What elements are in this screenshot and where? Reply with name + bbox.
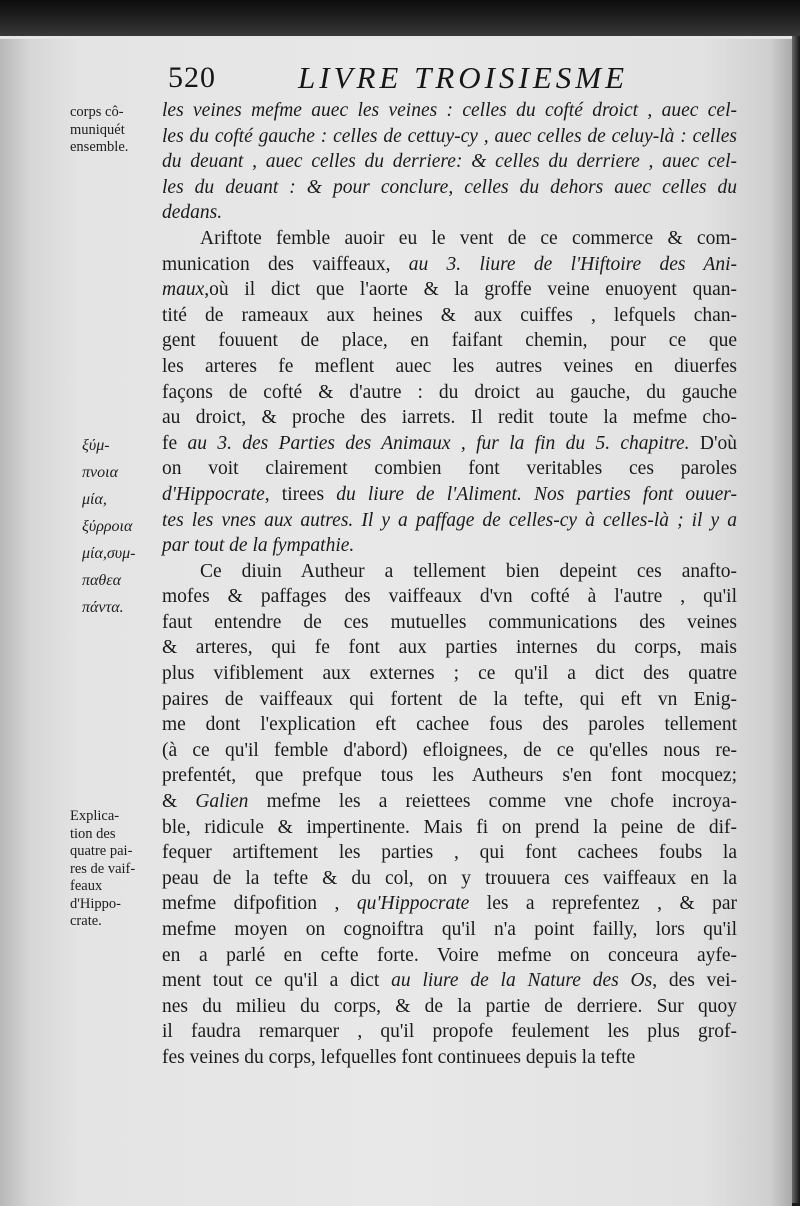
margin-note-line: corps cô- [70, 104, 124, 120]
text-line [162, 891, 737, 917]
italic-text: qu'Hippocrate [356, 893, 470, 915]
text-line [162, 584, 737, 610]
roman-text: au droict, & proche des iarrets. Il redit toute la mefme cho- [162, 407, 737, 429]
text-line [162, 175, 737, 201]
text-line [162, 226, 737, 252]
text-line [162, 200, 737, 226]
text-line [162, 303, 737, 329]
italic-text: dedans. [162, 202, 223, 224]
text-line [162, 712, 737, 738]
margin-note-line: muniquét [70, 121, 125, 138]
text-line [162, 866, 737, 892]
text-line [162, 917, 737, 943]
roman-text: & [162, 791, 196, 813]
margin-note-line: res de vaif- [70, 860, 136, 877]
margin-note-greek-quotation [82, 432, 174, 621]
text-line [162, 789, 737, 815]
roman-text: ,où il dict que l'aorte & la groffe veine enuoyent quan- [204, 279, 737, 301]
margin-note-line: ensemble. [70, 139, 129, 155]
text-line [162, 1045, 737, 1071]
italic-text: par tout de la fympathie. [162, 535, 355, 557]
roman-text: mefme les a reiettees comme vne chofe incroya- [248, 791, 737, 813]
roman-text: prefentét, que prefque tous les Autheurs s'en font mocquez; [162, 765, 737, 787]
roman-text: façons de cofté & d'autre : du droict au gauche, du gauche [162, 381, 737, 403]
roman-text: D'où [689, 432, 737, 454]
text-line [162, 610, 737, 636]
paragraph [162, 559, 737, 1071]
margin-note-line: feaux [70, 878, 103, 894]
text-line [162, 738, 737, 764]
text-line [162, 124, 737, 150]
running-title: LIVRE TROISIESME [298, 60, 629, 95]
paragraph [162, 226, 737, 559]
roman-text: paires de vaiffeaux qui fortent de la tefte, qui eft vn Enig- [162, 688, 737, 710]
roman-text: mefme moyen on cognoiftra qu'il n'a point failly, lors qu'il [162, 919, 737, 940]
roman-text: faut entendre de ces mutuelles communications des veines [162, 611, 737, 633]
margin-note-line: Explica- [70, 808, 120, 824]
text-line [162, 252, 737, 278]
paragraph [162, 98, 737, 226]
roman-text: (à ce qu'il femble d'abord) efloignees, de ce qu'elles nous re- [162, 739, 737, 761]
italic-text: maux [162, 279, 205, 301]
page-number: 520 [168, 61, 216, 94]
roman-text: Ariftote femble auoir eu le vent de ce commerce & com- [200, 227, 737, 249]
text-line [162, 149, 737, 175]
margin-note-line: quatre pai- [70, 843, 133, 859]
text-line [162, 559, 737, 585]
roman-text: , tirees [264, 483, 337, 505]
italic-text: au 3. des Parties des Animaux , fur la fin du 5. chapitre. [187, 432, 690, 454]
text-line [162, 277, 737, 303]
margin-note-line: πνοια [82, 464, 118, 481]
italic-text: du liure de l'Aliment. Nos parties font ouuer- [336, 483, 737, 505]
text-line [162, 943, 737, 969]
margin-note-line: παθεα [82, 572, 121, 589]
roman-text: nes du milieu du corps, & de la partie de derriere. Sur quoy [162, 995, 737, 1017]
italic-text: tes les vnes aux autres. Il y a paffage de celles-cy à celles-là ; il y a [162, 509, 737, 531]
text-line [162, 635, 737, 661]
text-line [162, 405, 737, 431]
margin-note-line: ξύμ- [82, 437, 110, 454]
text-line [162, 687, 737, 713]
text-line [162, 840, 737, 866]
text-line [162, 328, 737, 354]
book-top-edge [0, 0, 800, 38]
roman-text: mefme difpofition , [162, 893, 357, 915]
italic-text: les du deuant : & pour conclure, celles du dehors auec celles du [162, 176, 737, 198]
roman-text: fes veines du corps, lefquelles font continuees depuis la tefte [162, 1046, 636, 1068]
text-line [162, 98, 737, 124]
italic-text: d'Hippocrate [162, 483, 265, 505]
roman-text: , des vei- [652, 970, 737, 992]
margin-note-line: tion des [70, 825, 116, 842]
roman-text: les arteres fe meflent auec les autres veines en diuerfes [162, 355, 737, 377]
italic-text: Galien [195, 791, 249, 813]
roman-text: me dont l'explication eft cachee fous des paroles tellement [162, 714, 737, 736]
italic-text: au 3. liure de l'Hiftoire des Ani- [408, 253, 737, 275]
roman-text: gent fouuent de place, en faifant chemin, pour ce que [162, 330, 737, 352]
text-line [162, 763, 737, 789]
italic-text: du deuant , auec celles du derriere: & celles du derriere , auec cel- [162, 151, 737, 173]
margin-note-line: ξύρροια [82, 518, 133, 535]
margin-note-line: μία, [82, 491, 107, 508]
margin-note-corps-communiquent [70, 104, 162, 157]
text-line [162, 456, 737, 482]
roman-text: plus vifiblement aux externes ; ce qu'il a dict des quatre [162, 663, 737, 685]
italic-text: les du cofté gauche : celles de cettuy-cy , auec celles de celuy-là : celles [162, 125, 737, 147]
roman-text: ble, ridicule & impertinente. Mais fi on prend la peine de dif- [162, 816, 737, 838]
text-line [162, 533, 737, 559]
roman-text: munication des vaiffeaux, [162, 253, 409, 275]
roman-text: il faudra remarquer , qu'il propofe feulement les plus grof- [162, 1021, 737, 1043]
roman-text: tité de rameaux aux heines & aux cuiffes , lefquels chan- [162, 304, 737, 326]
text-line [162, 968, 737, 994]
text-line [162, 482, 737, 508]
text-line [162, 815, 737, 841]
text-line [162, 354, 737, 380]
margin-note-line: crate. [70, 913, 102, 929]
text-line [162, 661, 737, 687]
roman-text: fequer artiftement les parties , qui font cachees foubs la [162, 842, 737, 864]
roman-text: mofes & paffages des vaiffeaux d'vn cofté à l'autre , qu'il [162, 586, 737, 608]
roman-text: & arteres, qui fe font aux parties internes du corps, mais [162, 637, 737, 659]
margin-note-line: μία,συμ- [82, 545, 136, 562]
text-line [162, 994, 737, 1020]
roman-text: on voit clairement combien font veritables ces paroles [162, 458, 737, 480]
italic-text: au liure de la Nature des Os [391, 970, 653, 992]
italic-text: les veines mefme auec les veines : celles du cofté droict , auec cel- [162, 100, 737, 121]
text-line [162, 431, 737, 457]
text-line [162, 380, 737, 406]
roman-text: en a parlé en cefte forte. Voire mefme on conceura ayfe- [162, 944, 737, 966]
margin-note-explication [70, 808, 162, 931]
roman-text: Ce diuin Autheur a tellement bien depeint ces anafto- [200, 560, 737, 582]
margin-note-line: πάντα. [82, 599, 124, 616]
page-gutter-shadow [792, 36, 800, 1203]
roman-text: fe [162, 432, 188, 454]
text-line [162, 508, 737, 534]
page-body-text [162, 98, 737, 1071]
roman-text: peau de la tefte & du col, on y trouuera ces vaiffeaux en la [162, 867, 737, 889]
margin-note-line: d'Hippo- [70, 895, 121, 912]
text-line [162, 1019, 737, 1045]
roman-text: les a reprefentez , & par [469, 893, 737, 915]
roman-text: ment tout ce qu'il a dict [162, 970, 392, 992]
